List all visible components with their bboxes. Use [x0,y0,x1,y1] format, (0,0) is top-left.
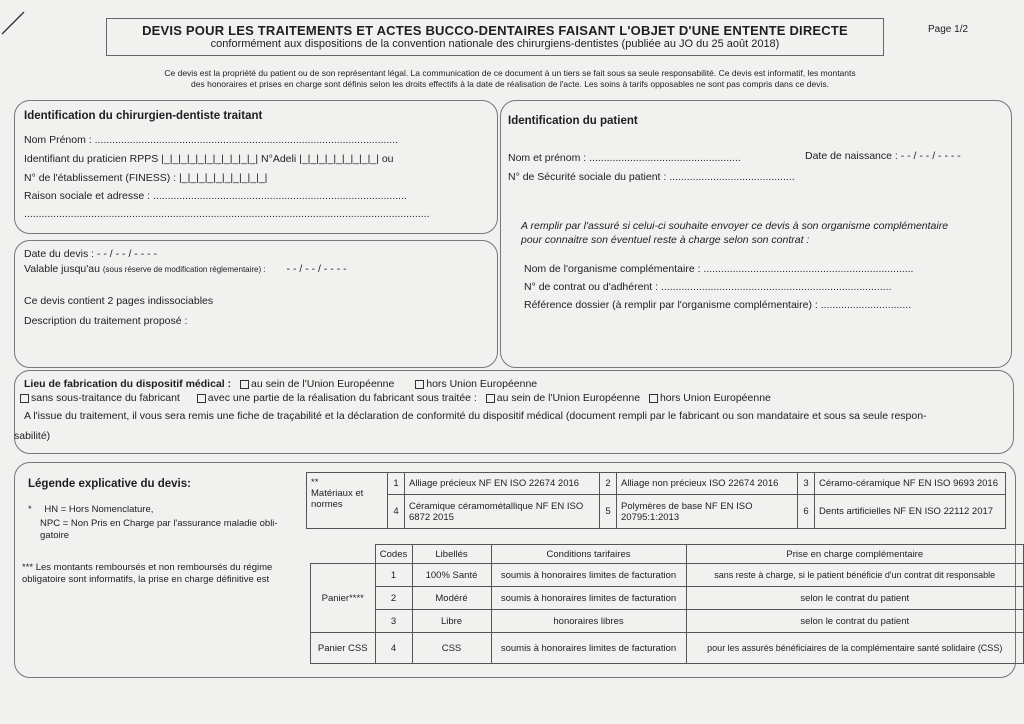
panier-table [310,544,1024,664]
material-text: Céramo-céramique NF EN ISO 9693 2016 [815,473,1006,495]
hors-ue2-option: hors Union Européenne [659,392,771,404]
panier-row [311,564,1024,587]
title-box [106,18,884,56]
ue2-option: au sein de l'Union Européenne [496,392,641,404]
devis-pages-note: Ce devis contient 2 pages indissociables [24,295,214,307]
panier-row [311,610,1024,633]
panier-code: 2 [375,587,412,610]
contrat-field[interactable]: N° de contrat ou d'adhérent : ............................................................................... [524,281,892,293]
panier-conditions: soumis à honoraires limites de facturation [491,587,686,610]
material-code: 6 [798,495,815,529]
material-text: Alliage précieux NF EN ISO 22674 2016 [405,473,600,495]
rpps-adeli-field[interactable]: Identifiant du praticien RPPS |_|_|_|_|_|_|_|_|_|_|_| N°Adeli |_|_|_|_|_|_|_|_|_| ou [24,153,394,165]
patient-name-field[interactable]: Nom et prénom : .................................................... [508,152,741,164]
montants-line-2: obligatoire sont informatifs, la prise en charge définitive est [22,574,270,585]
panier-conditions: soumis à honoraires limites de facturation [491,633,686,664]
valable-note: (sous réserve de modification réglementaire) : [102,265,266,274]
finess-field[interactable]: N° de l'établissement (FINESS) : |_|_|_|_|_|_|_|_|_|_| [24,172,268,184]
intro-text [60,68,960,90]
material-text: Polymères de base NF EN ISO 20795:1:2013 [617,495,798,529]
tracability-text-1: A l'issue du traitement, il vous sera remis une fiche de traçabilité et la déclaration de conformité du dispositif médical (document rempli par le fabricant ou son mandataire et sous sa seule respon- [24,410,927,422]
materials-row-2 [307,495,1006,529]
pen-mark [0,8,30,38]
panier-libelle: CSS [412,633,491,664]
panier-prise: sans reste à charge, si le patient bénéficie d'un contrat dit responsable [686,564,1024,587]
hn-text: HN = Hors Nomenclature, [44,504,154,515]
social-security-field[interactable]: N° de Sécurité sociale du patient : ........................................... [508,171,795,183]
panier-code: 1 [375,564,412,587]
avec-sous-traitance-option: avec une partie de la réalisation du fabricant sous traitée : [207,392,477,404]
panier-row [311,633,1024,664]
materials-row-1 [307,473,1006,495]
sans-sous-traitance-option: sans sous-traitance du fabricant [31,392,180,404]
complementary-note-2: pour connaitre son éventuel reste à charge selon son contrat : [521,234,810,246]
panier-conditions: honoraires libres [491,610,686,633]
page-number: Page 1/2 [928,24,969,35]
materials-stars: ** [311,477,319,488]
panier-libelle: 100% Santé [412,564,491,587]
panier-label: Panier**** [311,564,376,633]
address-dots[interactable]: ........................................................................................................................................... [24,208,430,220]
montants-line-1: *** Les montants remboursés et non remboursés du régime [22,562,273,573]
manufacturing-line-1 [24,378,537,390]
reference-dossier-field[interactable]: Référence dossier (à remplir par l'organisme complémentaire) : ............................... [524,299,912,311]
ue-option: au sein de l'Union Européenne [251,378,395,390]
panier-row [311,587,1024,610]
material-text: Alliage non précieux ISO 22674 2016 [617,473,798,495]
material-code: 3 [798,473,815,495]
material-code: 5 [600,495,617,529]
devis-date-field[interactable]: Date du devis : - - / - - / - - - - [24,248,158,260]
patient-heading: Identification du patient [508,115,638,127]
complementary-note-1: A remplir par l'assuré si celui-ci souhaite envoyer ce devis à son organisme complémentaire [521,220,949,232]
npc-line-1: NPC = Non Pris en Charge par l'assurance maladie obli- [40,518,278,529]
ue-checkbox[interactable] [240,380,249,389]
panier-code: 3 [375,610,412,633]
birth-date-field[interactable]: Date de naissance : - - / - - / - - - - [805,150,961,162]
document-subtitle: conformément aux dispositions de la convention nationale des chirurgiens-dentistes (publiée au JO du 25 août 2018) [210,38,780,50]
panier-header-conditions: Conditions tarifaires [491,545,686,564]
dentist-name-field[interactable]: Nom Prénom : ........................................................................................................ [24,134,398,146]
material-text: Dents artificielles NF EN ISO 22112 2017 [815,495,1006,529]
legend-heading: Légende explicative du devis: [28,478,191,490]
material-code: 4 [388,495,405,529]
panier-conditions: soumis à honoraires limites de facturation [491,564,686,587]
hors-ue-checkbox[interactable] [415,380,424,389]
valable-label: Valable jusqu'au [24,263,100,275]
panier-prise: pour les assurés bénéficiaires de la complémentaire santé solidaire (CSS) [686,633,1024,664]
panier-code: 4 [375,633,412,664]
panier-header-row [311,545,1024,564]
panier-header-libelles: Libellés [412,545,491,564]
material-code: 1 [388,473,405,495]
manufacturing-line-2 [14,392,771,404]
hors-ue-option: hors Union Européenne [426,378,538,390]
panier-prise: selon le contrat du patient [686,587,1024,610]
panier-header-prise: Prise en charge complémentaire [686,545,1024,564]
dentist-heading: Identification du chirurgien-dentiste traitant [24,110,263,122]
panier-libelle: Libre [412,610,491,633]
sans-sous-traitance-checkbox[interactable] [20,394,29,403]
materials-label-cell [307,473,388,529]
ue2-checkbox[interactable] [486,394,495,403]
avec-sous-traitance-checkbox[interactable] [197,394,206,403]
panier-css-label: Panier CSS [311,633,376,664]
material-code: 2 [600,473,617,495]
tracability-text-2: sabilité) [14,430,51,442]
hn-legend [28,504,153,515]
manufacturing-label: Lieu de fabrication du dispositif médical : [24,378,232,390]
panier-header-codes: Codes [375,545,412,564]
hn-star: * [28,504,32,515]
treatment-description-field[interactable]: Description du traitement proposé : [24,315,188,327]
hors-ue2-checkbox[interactable] [649,394,658,403]
valable-field[interactable] [24,263,347,275]
raison-sociale-field[interactable]: Raison sociale et adresse : ....................................................................................... [24,190,407,202]
panier-prise: selon le contrat du patient [686,610,1024,633]
materials-label: Matériaux et normes [311,488,364,510]
npc-line-2: gatoire [40,530,70,541]
material-text: Céramique céramométallique NF EN ISO 6872 2015 [405,495,600,529]
valable-date: - - / - - / - - - - [286,263,347,275]
materials-table [306,472,1006,529]
intro-line-2: des honoraires et prises en charge sont définis selon les droits effectifs à la date de réalisation de l'acte. Les soins à tarifs opposables ne sont pas compris dans ce devis. [191,79,829,89]
intro-line-1: Ce devis est la propriété du patient ou de son représentant légal. La communication de ce document à un tiers se fait sous sa seule responsabilité. Ce devis est informatif, les montants [164,68,856,78]
panier-libelle: Modéré [412,587,491,610]
document-title: DEVIS POUR LES TRAITEMENTS ET ACTES BUCCO-DENTAIRES FAISANT L'OBJET D'UNE ENTENTE DIRECTE [142,23,848,38]
organisme-field[interactable]: Nom de l'organisme complémentaire : ........................................................................ [524,263,914,275]
